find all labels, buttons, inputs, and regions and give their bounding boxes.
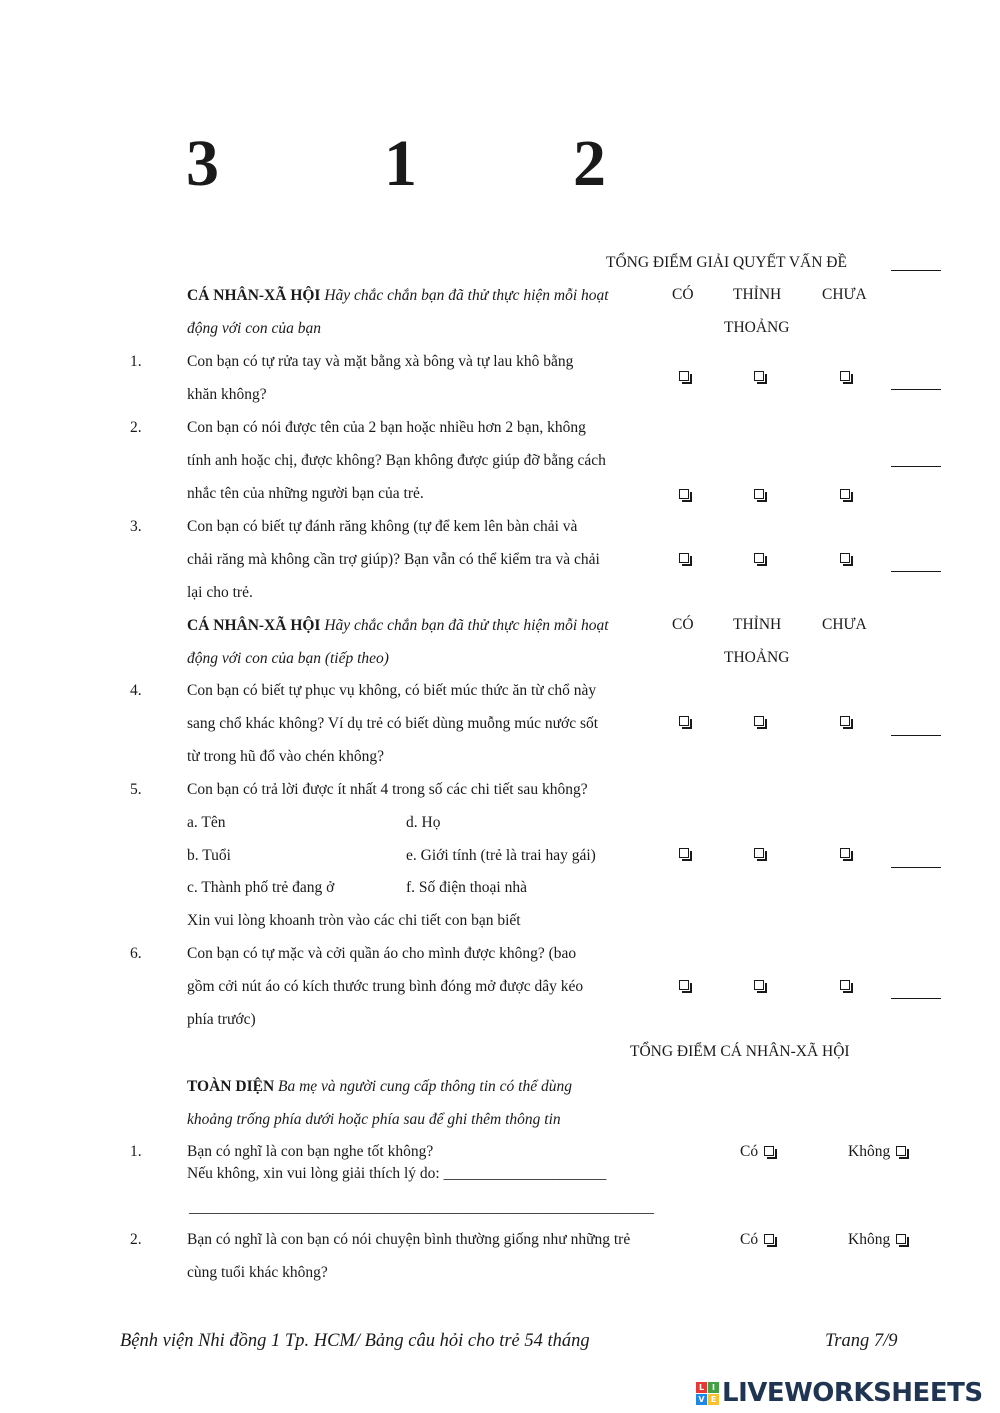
q4-text-2: sang chổ khác không? Ví dụ trẻ có biết dùng muỗng múc nước sốt (187, 715, 599, 732)
section1-title: CÁ NHÂN-XÃ HỘI (187, 287, 321, 304)
q2-sometimes-checkbox[interactable] (754, 489, 764, 499)
q4-yes-checkbox[interactable] (679, 716, 689, 726)
q5-number: 5. (130, 781, 142, 798)
section1-instruction-1: Hãy chắc chắn bạn đã thử thực hiện mỗi hoạt (324, 287, 609, 304)
o1-yes-option[interactable] (740, 1143, 774, 1161)
q2-text-3: nhắc tên của những người bạn của trẻ. (187, 485, 424, 502)
o1-yes-label: Có (740, 1143, 759, 1160)
q3-text-1: Con bạn có biết tự đánh răng không (tự để kem lên bàn chải và (187, 518, 578, 535)
q1-number: 1. (130, 353, 142, 370)
q5-sometimes-checkbox[interactable] (754, 848, 764, 858)
q6-not-yet-checkbox[interactable] (840, 980, 850, 990)
section2-header (187, 617, 609, 635)
section2-instruction-2: động với con của bạn (tiếp theo) (187, 650, 389, 667)
liveworksheets-logo (696, 1378, 983, 1408)
q5-option-a[interactable]: a. Tên (187, 814, 226, 831)
o1-explain-line[interactable]: Nếu không, xin vui lòng giải thích lý do: _____________________ (187, 1165, 607, 1182)
q2-text-2: tính anh hoặc chị, được không? Bạn không được giúp đỡ bằng cách (187, 452, 606, 469)
logo-wordmark: LIVEWORKSHEETS (722, 1378, 983, 1408)
q3-score-blank[interactable] (891, 571, 941, 572)
o2-text-1: Bạn có nghĩ là con bạn có nói chuyện bình thường giống như những trẻ (187, 1231, 631, 1248)
overall-instruction-1: Ba mẹ và người cung cấp thông tin có thể dùng (278, 1078, 572, 1095)
col-sometimes-2b: THOẢNG (724, 649, 790, 666)
o2-yes-checkbox[interactable] (764, 1234, 774, 1244)
q2-not-yet-checkbox[interactable] (840, 489, 850, 499)
o1-number: 1. (130, 1143, 142, 1160)
q5-option-b[interactable]: b. Tuổi (187, 847, 231, 864)
overall-instruction-2: khoảng trống phía dưới hoặc phía sau để ghi thêm thông tin (187, 1111, 561, 1128)
section1-instruction-2: động với con của bạn (187, 320, 321, 337)
logo-badge (696, 1382, 719, 1405)
col-yes-1: CÓ (672, 286, 694, 303)
col-not-yet-2: CHƯA (822, 616, 867, 633)
q4-text-3: từ trong hũ đổ vào chén không? (187, 748, 384, 765)
q6-sometimes-checkbox[interactable] (754, 980, 764, 990)
col-sometimes-2a: THỈNH (733, 616, 782, 633)
q6-text-2: gồm cởi nút áo có kích thước trung bình đóng mở được dây kéo (187, 978, 584, 995)
q2-yes-checkbox[interactable] (679, 489, 689, 499)
q5-option-d[interactable]: d. Họ (406, 814, 441, 831)
total-problem-solving-blank[interactable] (891, 270, 941, 271)
section2-instruction-1: Hãy chắc chắn bạn đã thử thực hiện mỗi hoạt (324, 617, 609, 634)
o1-no-option[interactable] (848, 1143, 906, 1161)
o2-no-checkbox[interactable] (896, 1234, 906, 1244)
q5-not-yet-checkbox[interactable] (840, 848, 850, 858)
footer-source: Bệnh viện Nhi đồng 1 Tp. HCM/ Bảng câu hỏi cho trẻ 54 tháng (120, 1331, 590, 1351)
q3-not-yet-checkbox[interactable] (840, 553, 850, 563)
q3-text-3: lại cho trẻ. (187, 584, 253, 601)
q4-not-yet-checkbox[interactable] (840, 716, 850, 726)
q3-yes-checkbox[interactable] (679, 553, 689, 563)
q3-sometimes-checkbox[interactable] (754, 553, 764, 563)
total-personal-social-label: TỔNG ĐIỂM CÁ NHÂN-XÃ HỘI (630, 1043, 850, 1060)
q1-score-blank[interactable] (891, 389, 941, 390)
o2-number: 2. (130, 1231, 142, 1248)
q5-option-c[interactable]: c. Thành phố trẻ đang ở (187, 879, 335, 896)
q1-sometimes-checkbox[interactable] (754, 371, 764, 381)
q1-yes-checkbox[interactable] (679, 371, 689, 381)
q5-score-blank[interactable] (891, 867, 941, 868)
q6-yes-checkbox[interactable] (679, 980, 689, 990)
total-problem-solving-label: TỔNG ĐIỂM GIẢI QUYẾT VẤN ĐỀ (606, 254, 847, 271)
overall-title: TOÀN DIỆN (187, 1078, 275, 1095)
q4-sometimes-checkbox[interactable] (754, 716, 764, 726)
col-not-yet-1: CHƯA (822, 286, 867, 303)
o2-no-label: Không (848, 1231, 891, 1248)
q2-score-blank[interactable] (891, 466, 941, 467)
q1-text-2: khăn không? (187, 386, 267, 403)
col-sometimes-1a: THỈNH (733, 286, 782, 303)
q6-score-blank[interactable] (891, 998, 941, 999)
q6-text-1: Con bạn có tự mặc và cởi quần áo cho mình được không? (bao (187, 945, 577, 962)
o1-no-checkbox[interactable] (896, 1146, 906, 1156)
o2-no-option[interactable] (848, 1231, 906, 1249)
q5-yes-checkbox[interactable] (679, 848, 689, 858)
col-sometimes-1b: THOẢNG (724, 319, 790, 336)
q1-text-1: Con bạn có tự rửa tay và mặt bằng xà bông và tự lau khô bằng (187, 353, 574, 370)
o1-yes-checkbox[interactable] (764, 1146, 774, 1156)
q4-text-1: Con bạn có biết tự phục vụ không, có biết múc thức ăn từ chổ này (187, 682, 597, 699)
o1-no-label: Không (848, 1143, 891, 1160)
q5-text-1: Con bạn có trả lời được ít nhất 4 trong số các chi tiết sau không? (187, 781, 588, 798)
q6-text-3: phía trước) (187, 1011, 256, 1028)
score-number-1: 3 (186, 127, 219, 200)
q3-number: 3. (130, 518, 142, 535)
q3-text-2: chải răng mà không cần trợ giúp)? Bạn vẫn có thể kiểm tra và chải (187, 551, 600, 568)
o2-text-2: cùng tuổi khác không? (187, 1264, 328, 1281)
score-number-3: 2 (573, 127, 606, 200)
q5-note: Xin vui lòng khoanh tròn vào các chi tiết con bạn biết (187, 912, 521, 929)
q5-option-f[interactable]: f. Số điện thoại nhà (406, 879, 527, 896)
col-yes-2: CÓ (672, 616, 694, 633)
logo-letter-l: L (696, 1382, 707, 1393)
o1-explain-line-2[interactable]: ____________________________________________________________ (189, 1199, 654, 1216)
footer-page-number: Trang 7/9 (825, 1331, 898, 1351)
q2-text-1: Con bạn có nói được tên của 2 bạn hoặc nhiều hơn 2 bạn, không (187, 419, 586, 436)
o1-text-1: Bạn có nghĩ là con bạn nghe tốt không? (187, 1143, 434, 1160)
q6-number: 6. (130, 945, 142, 962)
logo-letter-e: E (708, 1394, 719, 1405)
score-number-2: 1 (384, 127, 417, 200)
q2-number: 2. (130, 419, 142, 436)
section1-header (187, 287, 609, 305)
o2-yes-option[interactable] (740, 1231, 774, 1249)
logo-letter-i: I (708, 1382, 719, 1393)
q5-option-e[interactable]: e. Giới tính (trẻ là trai hay gái) (406, 847, 596, 864)
q4-score-blank[interactable] (891, 735, 941, 736)
o2-yes-label: Có (740, 1231, 759, 1248)
q1-not-yet-checkbox[interactable] (840, 371, 850, 381)
overall-header (187, 1078, 572, 1096)
logo-letter-v: V (696, 1394, 707, 1405)
q4-number: 4. (130, 682, 142, 699)
section2-title: CÁ NHÂN-XÃ HỘI (187, 617, 321, 634)
